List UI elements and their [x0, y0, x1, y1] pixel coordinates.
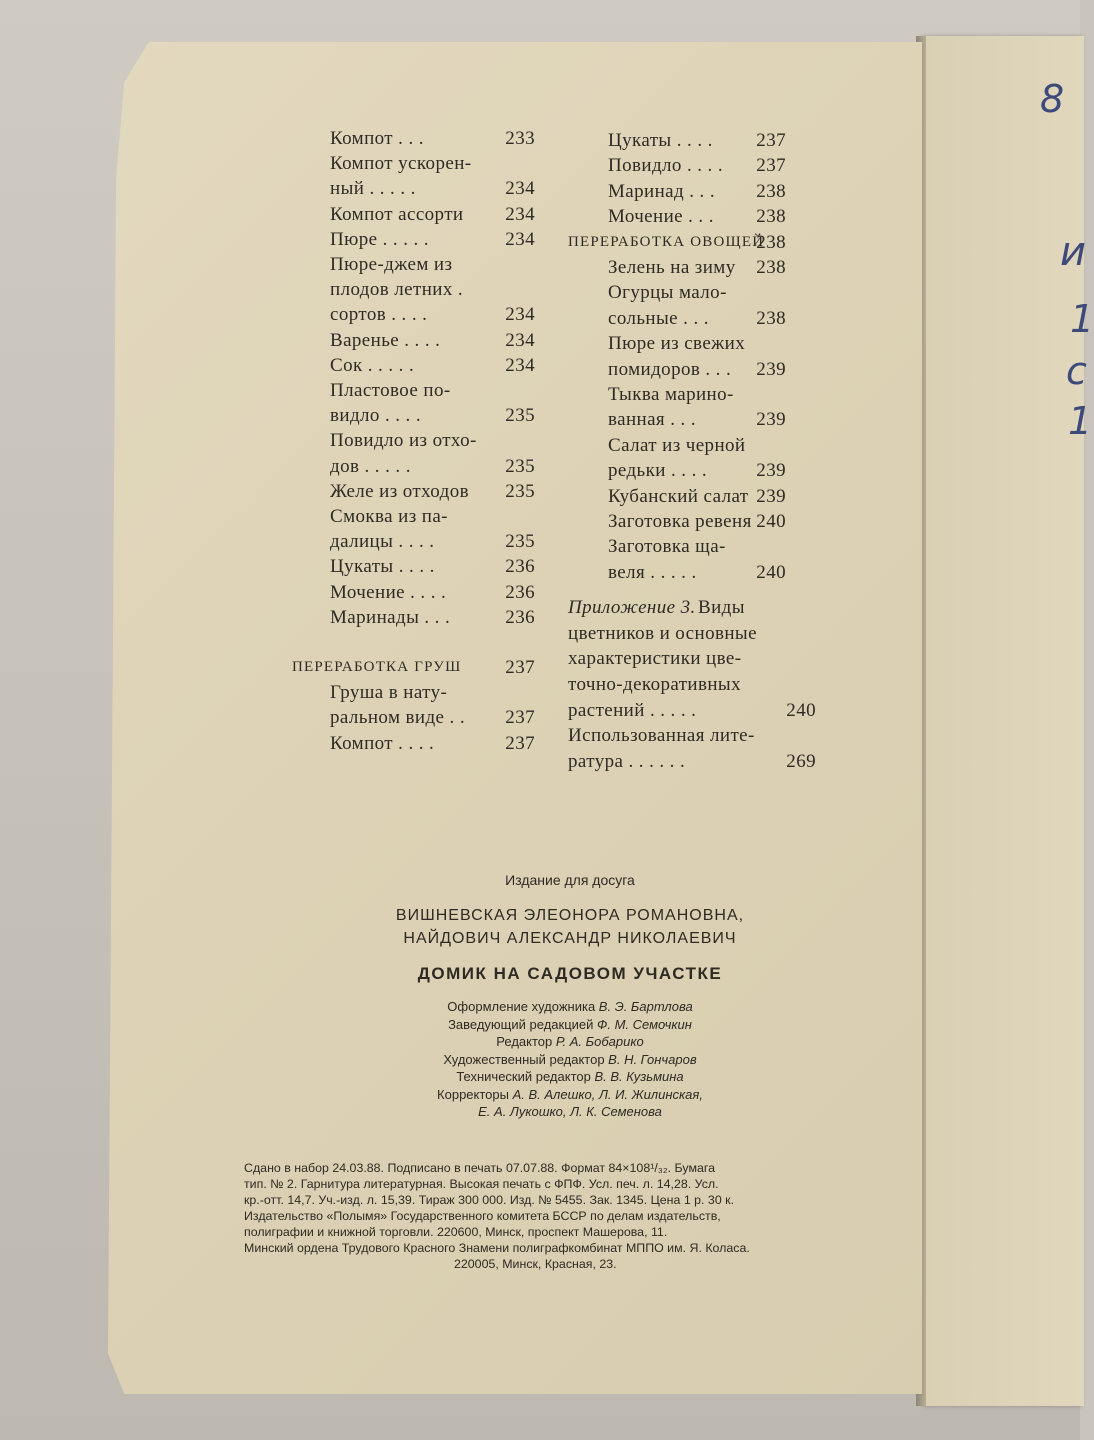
toc-entry-title: Груша в нату-	[330, 682, 448, 704]
toc-entry-page: 233	[505, 128, 535, 149]
colophon-line: Издательство «Полымя» Государственного комитета БССР по делам издательств,	[244, 1209, 721, 1223]
credit-role: Редактор	[496, 1034, 556, 1049]
credit-line	[230, 998, 910, 1016]
toc-entry-title: ный . . . . .	[330, 178, 416, 200]
toc-entry-title: Сок . . . . .	[330, 354, 415, 376]
toc-entry-page: 239	[756, 460, 786, 482]
credit-line	[230, 1068, 910, 1086]
colophon-line: тип. № 2. Гарнитура литературная. Высокая печать с ФПФ. Усл. печ. л. 14,28. Усл.	[244, 1177, 719, 1191]
toc-entry-page: 234	[505, 329, 535, 351]
toc-entry-title: Компот . . . .	[330, 732, 435, 754]
toc-entry-title: Пластовое по-	[330, 380, 451, 401]
toc-entry-title: Салат из черной	[608, 434, 746, 456]
edition-note: Издание для досуга	[505, 872, 635, 888]
toc-entry-page: 238	[756, 180, 786, 202]
credit-name: А. В. Алешко, Л. И. Жилинская,	[512, 1086, 703, 1102]
colophon	[244, 1160, 894, 1272]
toc-entry-page: 236	[505, 606, 535, 628]
literature-text: ратура . . . . . .	[568, 750, 686, 772]
toc-entry-title: Цукаты . . . .	[608, 130, 713, 151]
toc-entry-title: дов . . . . .	[330, 455, 411, 477]
toc-entry-page: 236	[505, 581, 535, 603]
credit-line	[230, 1103, 910, 1121]
toc-entry-page: 235	[505, 531, 535, 553]
toc-entry-page: 238	[756, 307, 786, 329]
toc-entry-title: Мочение . . .	[608, 206, 714, 228]
credit-line	[230, 1051, 910, 1069]
toc-entry-page: 235	[505, 405, 535, 427]
toc-entry-title: веля . . . . .	[608, 561, 697, 583]
toc-entry-title: Компот ускорен-	[330, 153, 472, 175]
toc-entry-title: Смоква из па-	[330, 506, 448, 527]
toc-entry-page: 234	[505, 354, 535, 376]
toc-entry-page: 234	[505, 203, 535, 225]
appendix-label: Приложение 3.	[568, 597, 696, 619]
toc-entry-title: Заготовка ща-	[608, 536, 726, 558]
toc-entry-page: 239	[756, 485, 786, 507]
toc-entry-page: 237	[505, 657, 535, 678]
credit-name: В. Н. Гончаров	[608, 1051, 697, 1067]
toc-entry-title: Огурцы мало-	[608, 282, 727, 304]
toc-entry-title: Пюре . . . . .	[330, 228, 429, 250]
colophon-line: Минский ордена Трудового Красного Знамени полиграфкомбинат МППО им. Я. Коласа.	[244, 1241, 750, 1255]
book-title: ДОМИК НА САДОВОМ УЧАСТКЕ	[417, 964, 723, 983]
toc-entry-page: 234	[505, 304, 535, 326]
toc-entry-page: 239	[756, 409, 786, 431]
colophon-line: Сдано в набор 24.03.88. Подписано в печать 07.07.88. Формат 84×108¹/₃₂. Бумага	[244, 1161, 715, 1175]
author-line: ВИШНЕВСКАЯ ЭЛЕОНОРА РОМАНОВНА,	[395, 907, 745, 924]
appendix-text: растений . . . . .	[568, 699, 697, 721]
toc-entry-title: Варенье . . . .	[330, 329, 441, 351]
toc-entry-title: Компот . . .	[330, 128, 424, 149]
toc-entry-title: Заготовка ревеня	[608, 511, 752, 532]
toc-entry-title: Мочение . . . .	[330, 581, 447, 603]
toc-entry-title: Зелень на зиму	[608, 257, 736, 278]
credit-role: Корректоры	[437, 1086, 513, 1102]
author-line: НАЙДОВИЧ АЛЕКСАНДР НИКОЛАЕВИЧ	[403, 930, 737, 947]
appendix-text: характеристики цве-	[568, 648, 742, 670]
literature-text: Использованная лите-	[568, 725, 755, 747]
toc-entry-page: 238	[756, 231, 786, 253]
colophon-line: кр.-отт. 14,7. Уч.-изд. л. 15,39. Тираж 300 000. Изд. № 5455. Зак. 1345. Цена 1 р. 30 к.	[244, 1193, 735, 1207]
toc-entry-page: 234	[505, 178, 535, 200]
toc-entry-page: 239	[756, 358, 786, 380]
imprint-block	[230, 872, 910, 1121]
toc-entry-title: Маринады . . .	[330, 606, 451, 628]
toc-entry-title: помидоров . . .	[608, 358, 732, 380]
toc-entry-title: Пюре-джем из	[330, 254, 453, 275]
credit-role: Технический редактор	[456, 1069, 595, 1084]
colophon-line: 220005, Минск, Красная, 23.	[454, 1257, 617, 1271]
appendix-text: Виды	[698, 597, 745, 619]
toc-entry-title: Кубанский салат	[608, 485, 749, 507]
credit-role: Оформление художника	[447, 999, 599, 1014]
appendix-text: точно-декоративных	[568, 674, 741, 695]
toc-entry-page: 237	[756, 130, 786, 151]
toc-entry-title: ванная . . .	[608, 409, 696, 431]
toc-entry-page: 240	[756, 511, 786, 532]
colophon-line: полиграфии и книжной торговли. 220600, Минск, проспект Машерова, 11.	[244, 1225, 668, 1239]
handwriting-mark: 1	[1068, 399, 1093, 443]
credits-list	[230, 998, 910, 1121]
toc-entry-title: далицы . . . .	[330, 531, 435, 553]
toc-entry-title: сольные . . .	[608, 307, 709, 329]
credit-role: Художественный редактор	[443, 1051, 609, 1067]
toc-entry-page: 238	[756, 206, 786, 228]
credit-line	[230, 1086, 910, 1104]
toc-entry-title: ПЕРЕРАБОТКА ГРУШ	[292, 659, 462, 675]
toc-entry-title: плодов летних .	[330, 279, 464, 301]
toc-entry-title: Повидло . . . .	[608, 155, 724, 177]
handwriting-mark: с	[1066, 349, 1087, 393]
toc-entry-title: сортов . . . .	[330, 304, 428, 326]
handwriting-mark: и	[1060, 229, 1086, 275]
toc-entry-page: 240	[756, 561, 786, 583]
toc-entry-title: Тыква марино-	[608, 384, 734, 405]
toc-entry-page: 238	[756, 257, 786, 278]
toc-entry-title: Компот ассорти	[330, 203, 464, 225]
toc-entry-title: Повидло из отхо-	[330, 430, 477, 452]
appendix-text: цветников и основные	[568, 622, 757, 644]
toc-entry-page: 269	[786, 750, 816, 772]
toc-entry-page: 235	[505, 480, 535, 502]
toc-entry-page: 235	[505, 455, 535, 477]
toc-entry-title: Пюре из свежих	[608, 333, 746, 355]
toc-entry-page: 237	[505, 707, 535, 729]
credit-line	[230, 1033, 910, 1051]
handwriting-mark: 1	[1070, 297, 1094, 341]
toc-entry-page: 234	[505, 228, 535, 250]
toc-entry-title: видло . . . .	[330, 405, 421, 427]
handwriting-mark: 8	[1040, 77, 1065, 121]
credit-name: Р. А. Бобарико	[555, 1034, 644, 1049]
credit-name: В. Э. Бартлова	[598, 999, 693, 1014]
toc-entry-title: Желе из отходов	[330, 480, 469, 502]
credit-name: Ф. М. Семочкин	[597, 1016, 692, 1032]
toc-entry-page: 237	[505, 732, 535, 754]
toc-entry-title: редьки . . . .	[608, 460, 708, 482]
toc-entry-title: Маринад . . .	[608, 180, 715, 202]
credit-name: В. В. Кузьмина	[594, 1069, 684, 1084]
credit-line	[230, 1016, 910, 1034]
toc-entry-title: Цукаты . . . .	[330, 556, 435, 578]
credit-role: Заведующий редакцией	[448, 1016, 598, 1032]
credit-name: Е. А. Лукошко, Л. К. Семенова	[478, 1104, 662, 1119]
toc-entry-page: 237	[756, 155, 786, 177]
toc-entry-page: 240	[786, 699, 816, 721]
toc-entry-title: ральном виде . .	[330, 707, 465, 729]
toc-entry-title: ПЕРЕРАБОТКА ОВОЩЕЙ	[568, 233, 765, 250]
toc-entry-page: 236	[505, 556, 535, 578]
